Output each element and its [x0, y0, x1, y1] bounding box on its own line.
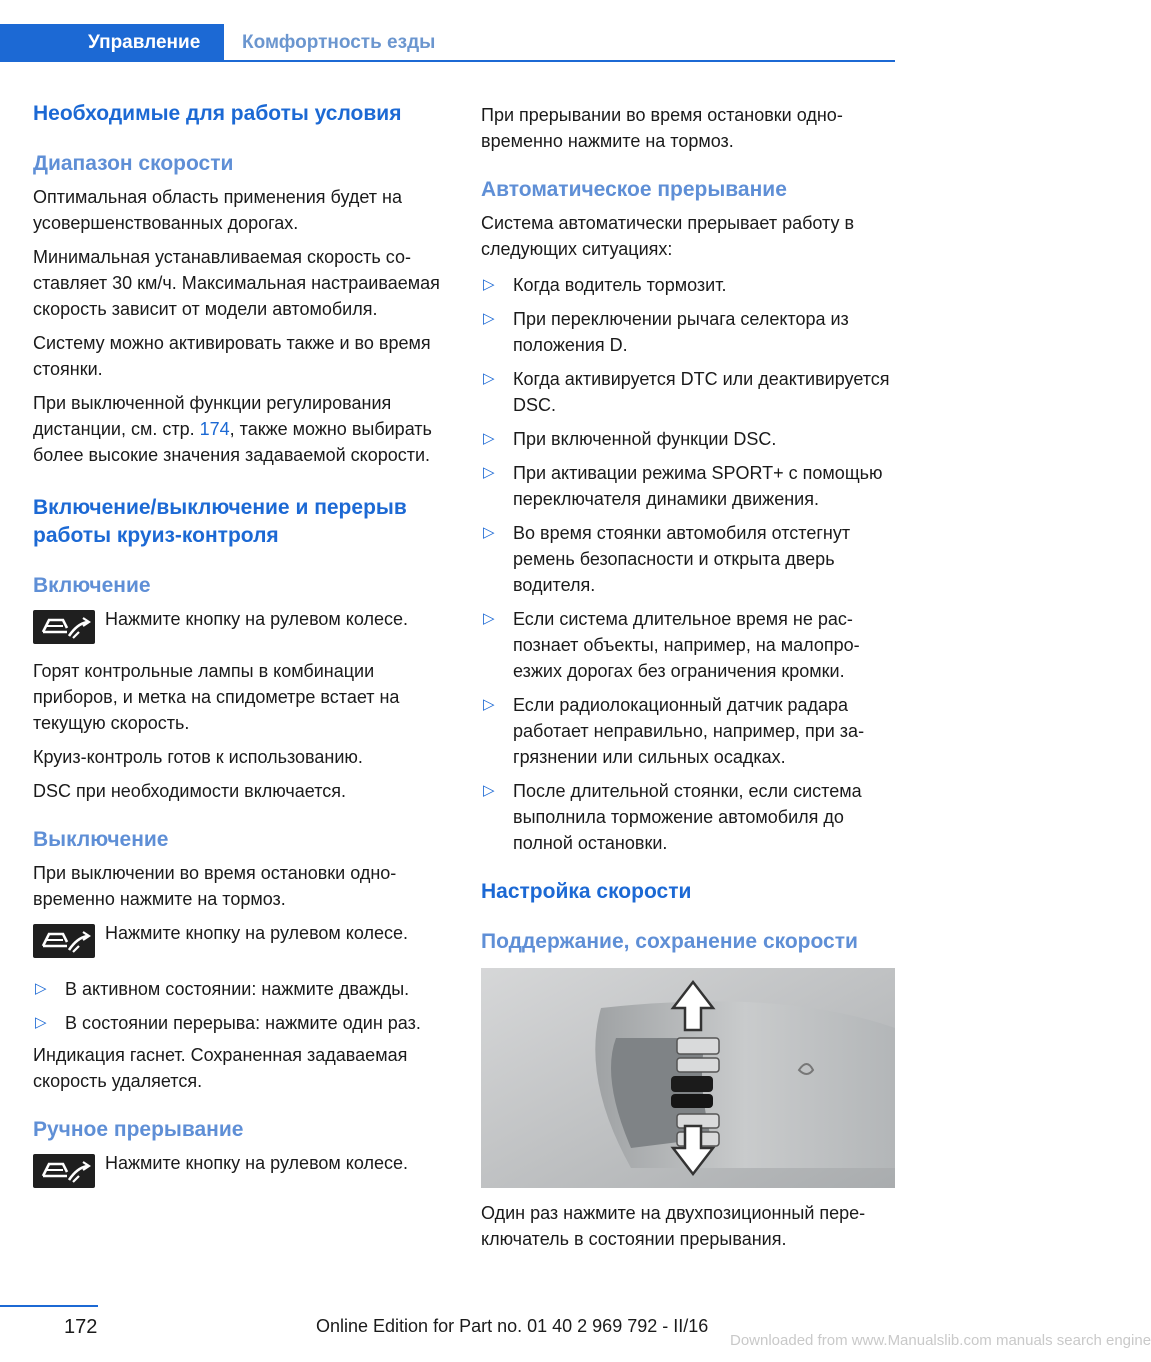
- paragraph: Индикация гаснет. Сохраненная задаваемая скорость удаляется.: [33, 1045, 408, 1091]
- page-link[interactable]: 174: [199, 419, 230, 439]
- instruction-row: [33, 920, 447, 958]
- list-item: [33, 976, 447, 1002]
- list-item: [481, 366, 895, 418]
- header-rule: [224, 60, 895, 62]
- paragraph: Минимальная устанавливаемая скорость составляет 30 км/ч. Максимальная настраиваемая скорость зависит от модели автомобиля.: [33, 247, 440, 319]
- bullet-list: [481, 272, 895, 856]
- list-item: [481, 692, 895, 770]
- list-item: [481, 606, 895, 684]
- cruise-control-icon: [33, 924, 95, 958]
- list-item-text: После длительной стоянки, если система выполнила торможение автомобиля до полной остановки.: [513, 781, 862, 853]
- paragraph: Систему можно активировать также и во время стоянки.: [33, 333, 431, 379]
- instruction-text: Нажмите кнопку на рулевом колесе.: [105, 923, 409, 943]
- triangle-bullet-icon: ▷: [483, 370, 495, 387]
- instruction-row: [33, 1150, 447, 1188]
- right-column: [481, 98, 895, 1252]
- watermark: Downloaded from www.Manualslib.com manuals search engine: [730, 1332, 1151, 1349]
- list-item: [481, 426, 895, 452]
- instruction-text: Нажмите кнопку на рулевом колесе.: [105, 1153, 409, 1173]
- list-item-text: В состоянии перерыва: нажмите один раз.: [65, 1013, 421, 1033]
- list-item: [481, 272, 895, 298]
- paragraph: Система автоматически прерывает работу в следующих ситуациях:: [481, 213, 855, 259]
- list-item-text: Когда водитель тормозит.: [513, 275, 727, 295]
- list-item-text: Во время стоянки автомобиля отстегнут ремень безопасности и открыта дверь водителя.: [513, 523, 851, 595]
- triangle-bullet-icon: ▷: [483, 276, 495, 293]
- triangle-bullet-icon: ▷: [483, 310, 495, 327]
- heading-on: Включение: [33, 574, 151, 597]
- instruction-row: [33, 606, 447, 644]
- footer-rule: [0, 1305, 98, 1307]
- heading-auto-interrupt: Автоматическое прерывание: [481, 178, 787, 201]
- triangle-bullet-icon: ▷: [483, 610, 495, 627]
- paragraph: Круиз-контроль готов к использованию.: [33, 747, 363, 767]
- list-item-text: При включенной функции DSC.: [513, 429, 777, 449]
- heading-manual: Ручное прерывание: [33, 1118, 244, 1141]
- triangle-bullet-icon: ▷: [483, 782, 495, 799]
- triangle-bullet-icon: ▷: [483, 524, 495, 541]
- triangle-bullet-icon: ▷: [483, 430, 495, 447]
- paragraph: DSC при необходимости включается.: [33, 781, 346, 801]
- triangle-bullet-icon: ▷: [35, 980, 47, 997]
- edition-note: Online Edition for Part no. 01 40 2 969 792 - II/16: [316, 1316, 709, 1336]
- heading-speed-setting: Настройка скорости: [481, 880, 692, 903]
- cruise-control-icon: [33, 1154, 95, 1188]
- list-item-text: При активации режима SPORT+ с помощью переключателя динамики движения.: [513, 463, 883, 509]
- paragraph: При прерывании во время остановки одновременно нажмите на тормоз.: [481, 105, 843, 151]
- triangle-bullet-icon: ▷: [483, 464, 495, 481]
- list-item: [481, 306, 895, 358]
- list-item-text: В активном состоянии: нажмите дважды.: [65, 979, 410, 999]
- left-column: [33, 98, 447, 1188]
- cruise-control-icon: [33, 610, 95, 644]
- steering-wheel-photo: [481, 968, 895, 1188]
- paragraph: Один раз нажмите на двухпозиционный переключатель в состоянии прерывания.: [481, 1203, 866, 1249]
- paragraph: Горят контрольные лампы в комбинации приборов, и метка на спидометре встает на текущую скорость.: [33, 661, 400, 733]
- list-item-text: Если радиолокационный датчик радара работает неправильно, например, при загрязнении или сильных осадках.: [513, 695, 865, 767]
- page-number: 172: [64, 1316, 98, 1338]
- paragraph: [33, 390, 447, 468]
- paragraph: При выключении во время остановки одновременно нажмите на тормоз.: [33, 863, 397, 909]
- list-item: [33, 1010, 447, 1036]
- triangle-bullet-icon: ▷: [483, 696, 495, 713]
- heading-onoff: Включение/выключение и перерыв работы круиз-контроля: [33, 496, 407, 547]
- list-item: [481, 778, 895, 856]
- list-item: [481, 460, 895, 512]
- heading-off: Выключение: [33, 828, 169, 851]
- paragraph: Оптимальная область применения будет на усовершенствованных дорогах.: [33, 187, 402, 233]
- instruction-text: Нажмите кнопку на рулевом колесе.: [105, 609, 409, 629]
- header-tab-section[interactable]: Управление: [88, 32, 201, 53]
- heading-speed-range: Диапазон скорости: [33, 152, 234, 175]
- list-item-text: Когда активируется DTC или деактивируется DSC.: [513, 369, 890, 415]
- bullet-list: [33, 976, 447, 1036]
- page-header: [0, 24, 895, 62]
- heading-conditions: Необходимые для работы условия: [33, 102, 402, 125]
- triangle-bullet-icon: ▷: [35, 1014, 47, 1031]
- header-tab-chapter[interactable]: Комфортность езды: [242, 32, 436, 53]
- text: , также можно выбирать более высокие значения задаваемой скорости.: [33, 419, 432, 465]
- list-item: [481, 520, 895, 598]
- heading-keep-speed: Поддержание, сохранение скорости: [481, 930, 858, 953]
- list-item-text: Если система длительное время не распознает объекты, например, на малопроезжих дорогах без ограничения кромки.: [513, 609, 860, 681]
- list-item-text: При переключении рычага селектора из положения D.: [513, 309, 849, 355]
- text: При выключенной функции регулирования дистанции, см. стр.: [33, 393, 392, 439]
